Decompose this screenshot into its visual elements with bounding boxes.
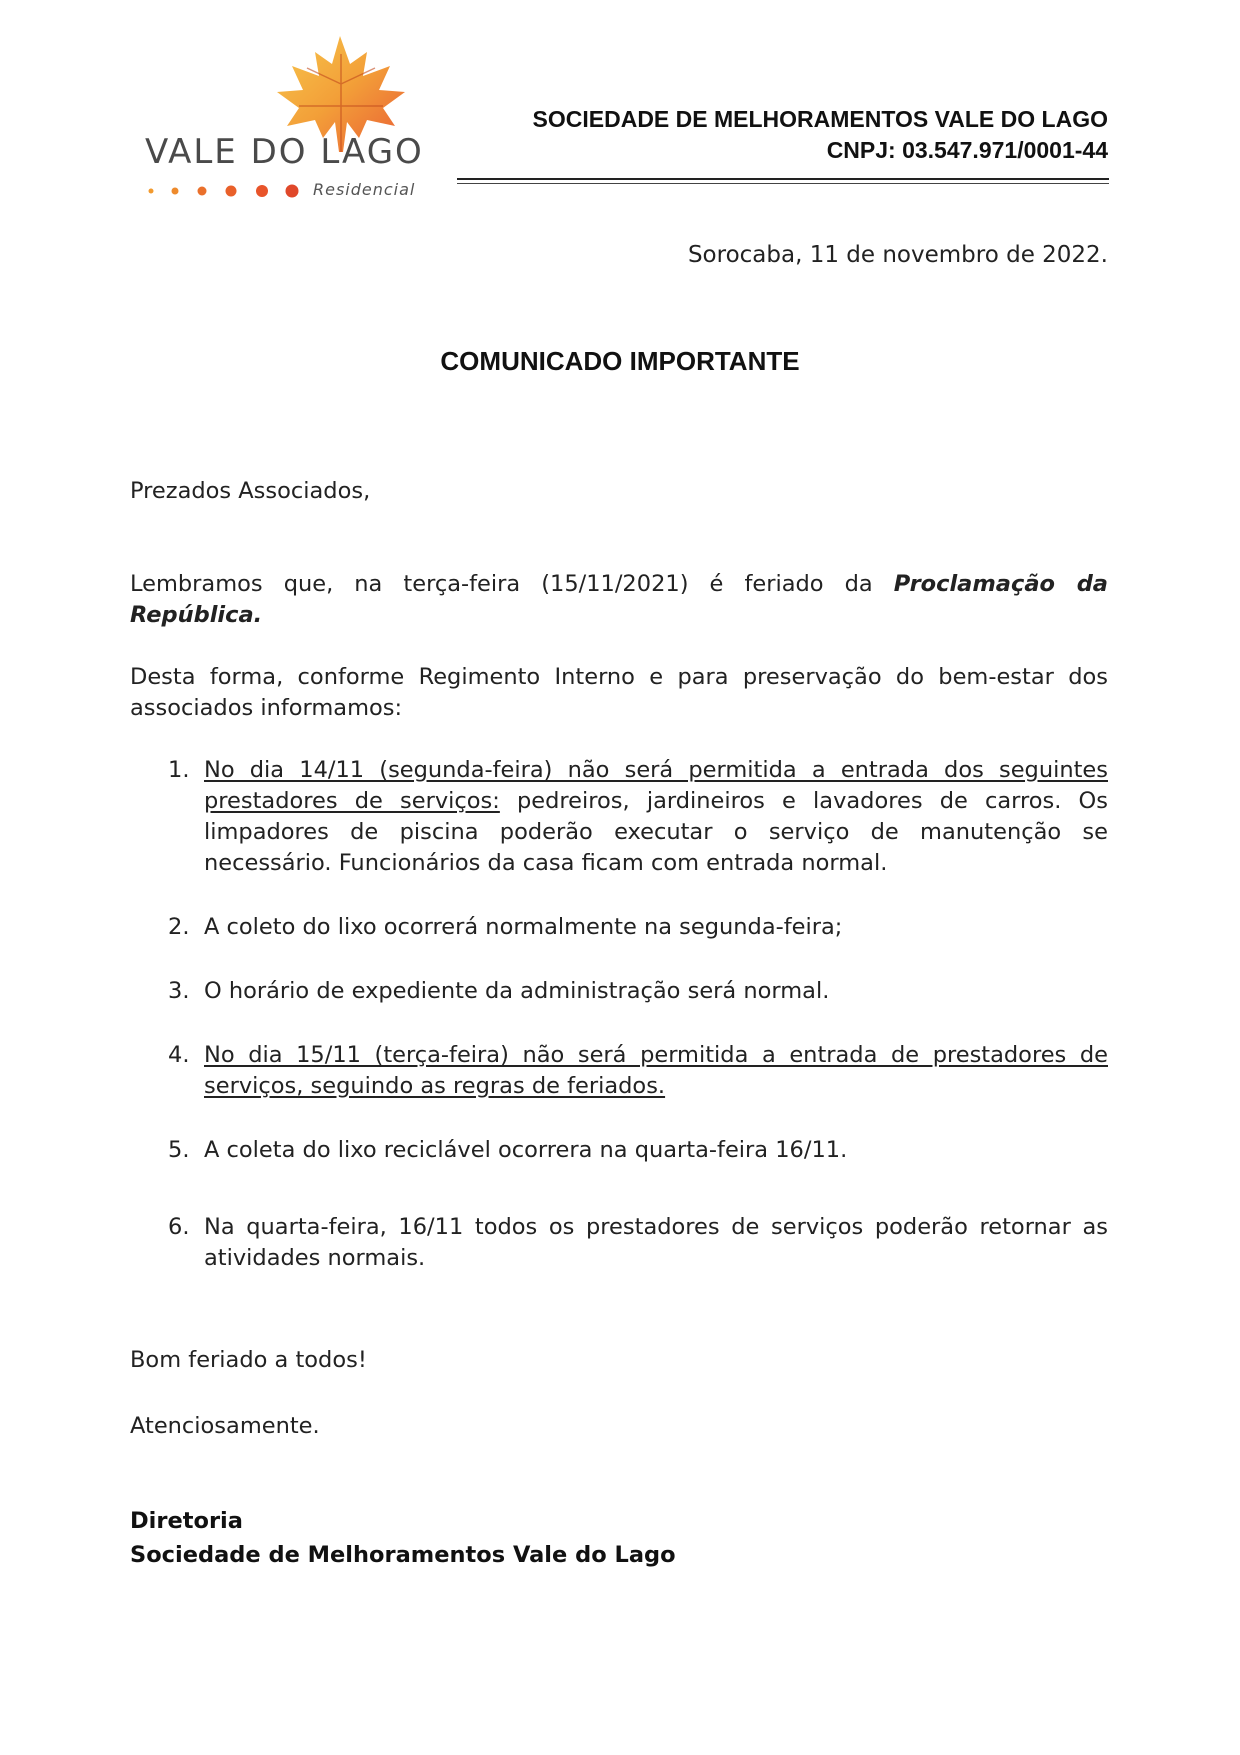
list-number: 6. [168,1214,190,1240]
list-number: 1. [168,757,190,783]
list-item-text: O horário de expediente da administração será normal. [204,978,830,1004]
signature-org: Sociedade de Melhoramentos Vale do Lago [130,1542,676,1568]
holiday-name: Proclamação da República. [130,571,1108,628]
signature-role: Diretoria [130,1508,243,1534]
logo-name: VALE DO LAGO [145,132,424,172]
document-body [130,476,1108,1274]
list-number: 4. [168,1042,190,1068]
list-item [130,1135,1108,1166]
list-item-text: A coleta do lixo reciclável ocorrera na quarta-feira 16/11. [204,1137,848,1163]
paragraph-holiday [130,569,1108,631]
org-header [533,104,1108,166]
paragraph-holiday-text: Lembramos que, na terça-feira (15/11/2021) é feriado da [130,571,894,597]
closing-regards: Atenciosamente. [130,1413,320,1439]
list-number: 3. [168,978,190,1004]
list-item [130,1040,1108,1102]
notice-list [130,755,1108,1274]
header-divider-thin [457,183,1109,184]
logo-dots [147,184,307,198]
list-item [130,976,1108,1007]
paragraph-intro: Desta forma, conforme Regimento Interno e para preservação do bem-estar dos associados informamos: [130,664,1108,721]
document-title: COMUNICADO IMPORTANTE [440,346,800,376]
date-line: Sorocaba, 11 de novembro de 2022. [687,242,1108,268]
list-item-underlined: No dia 15/11 (terça-feira) não será permitida a entrada de prestadores de serviços, seguindo as regras de feriados. [204,1042,1108,1099]
logo [145,34,425,204]
signature [130,1504,676,1572]
cnpj: CNPJ: 03.547.971/0001-44 [826,137,1108,163]
list-item [130,755,1108,879]
list-item [130,1212,1108,1274]
closing: Bom feriado a todos! [130,1347,367,1373]
logo-subtitle: Residencial [313,180,416,199]
header-divider [457,178,1109,180]
list-item-underlined: No dia 14/11 (segunda-feira) não será permitida a entrada dos seguintes prestadores de serviços: [204,757,1108,814]
greeting: Prezados Associados, [130,478,371,504]
list-number: 5. [168,1137,190,1163]
list-item-text: A coleto do lixo ocorrerá normalmente na segunda-feira; [204,914,843,940]
org-name: SOCIEDADE DE MELHORAMENTOS VALE DO LAGO [532,106,1108,132]
list-number: 2. [168,914,190,940]
list-item-text: pedreiros, jardineiros e lavadores de carros. Os limpadores de piscina poderão executar o serviço de manutenção se necessário. Funcionários da casa ficam com entrada normal. [204,788,1108,876]
list-item [130,912,1108,943]
list-item-text: Na quarta-feira, 16/11 todos os prestadores de serviços poderão retornar as atividades normais. [204,1214,1108,1271]
